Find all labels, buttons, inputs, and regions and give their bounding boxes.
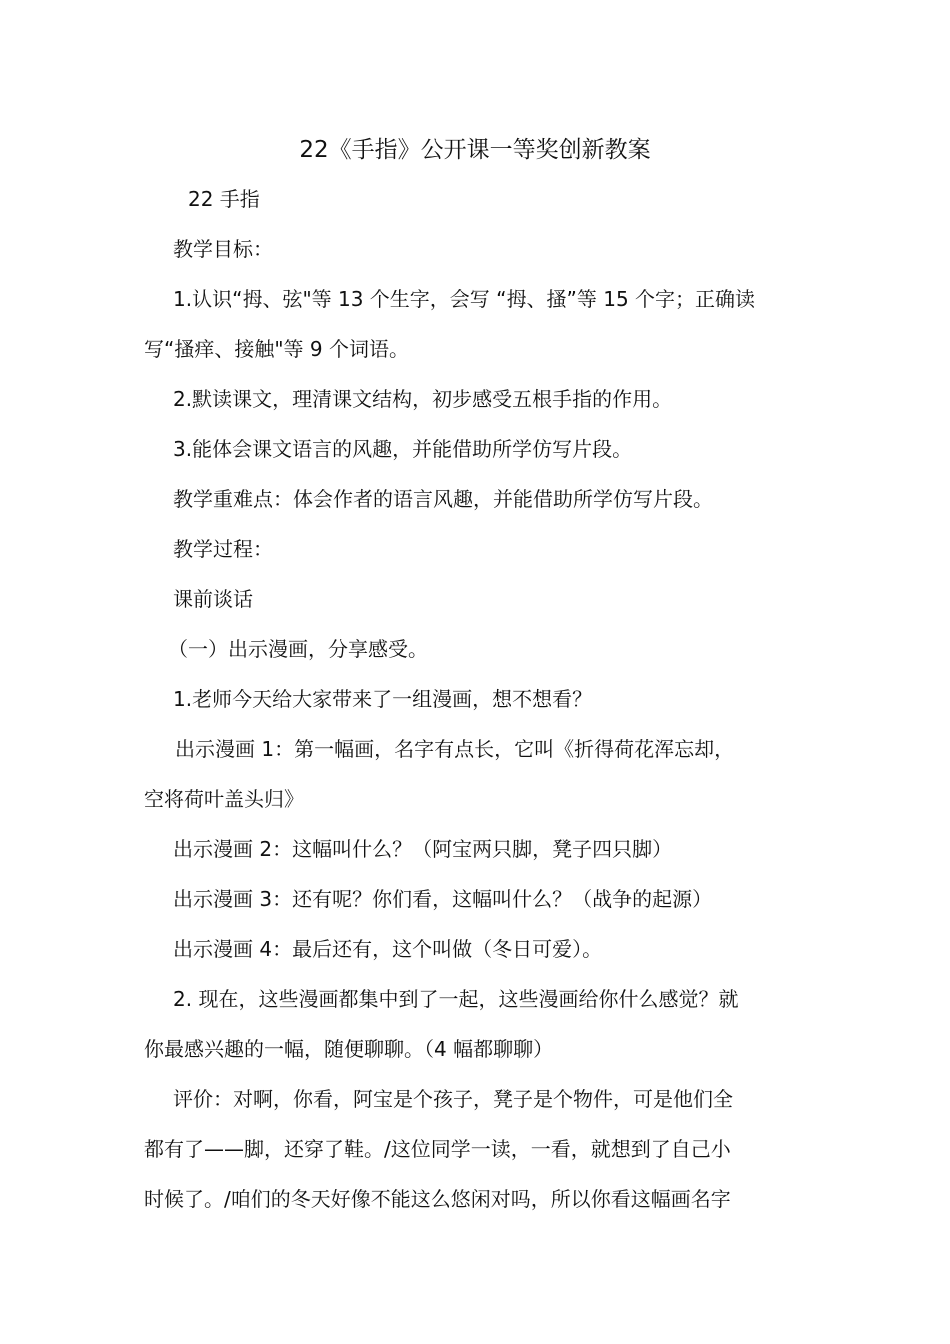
- paragraph: 出示漫画 4：最后还有，这个叫做（冬日可爱）。: [173, 937, 603, 961]
- paragraph: 课前谈话: [173, 587, 253, 611]
- paragraph: 1.老师今天给大家带来了一组漫画，想不想看？: [173, 687, 593, 711]
- paragraph: 教学目标：: [173, 237, 273, 261]
- paragraph: 2.默读课文，理清课文结构，初步感受五根手指的作用。: [173, 387, 673, 411]
- paragraph: 教学重难点：体会作者的语言风趣，并能借助所学仿写片段。: [173, 487, 713, 511]
- paragraph: 出示漫画 2：这幅叫什么？（阿宝两只脚，凳子四只脚）: [173, 837, 673, 861]
- paragraph: 都有了——脚，还穿了鞋。/这位同学一读，一看，就想到了自己小: [144, 1137, 731, 1161]
- paragraph: 出示漫画 3：还有呢？你们看，这幅叫什么？（战争的起源）: [173, 887, 713, 911]
- paragraph: （一）出示漫画，分享感受。: [168, 637, 428, 661]
- document-title: 22《手指》公开课一等奖创新教案: [299, 137, 651, 163]
- paragraph: 3.能体会课文语言的风趣，并能借助所学仿写片段。: [173, 437, 633, 461]
- paragraph: 时候了。/咱们的冬天好像不能这么悠闲对吗，所以你看这幅画名字: [144, 1187, 731, 1211]
- paragraph: 空将荷叶盖头归》: [144, 787, 304, 811]
- paragraph: 写“搔痒、接触"等 9 个词语。: [144, 337, 409, 361]
- paragraph: 1.认识“拇、弦"等 13 个生字，会写 “拇、搔”等 15 个字；正确读: [173, 287, 756, 311]
- paragraph: 评价：对啊，你看，阿宝是个孩子，凳子是个物件，可是他们全: [173, 1087, 733, 1111]
- paragraph: 教学过程：: [173, 537, 273, 561]
- lesson-heading: 22 手指: [188, 187, 260, 211]
- paragraph: 你最感兴趣的一幅，随便聊聊。（4 幅都聊聊）: [144, 1037, 554, 1061]
- paragraph: 2. 现在，这些漫画都集中到了一起，这些漫画给你什么感觉？就: [173, 987, 739, 1011]
- paragraph: 出示漫画 1：第一幅画，名字有点长，它叫《折得荷花浑忘却，: [175, 737, 735, 761]
